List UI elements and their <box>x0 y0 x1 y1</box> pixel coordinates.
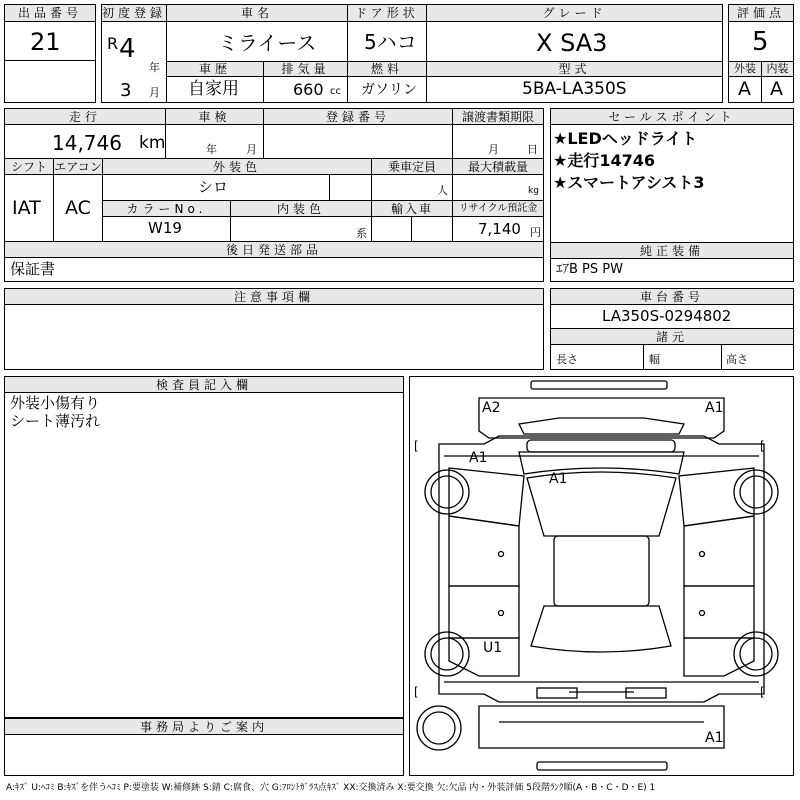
length-label: 長さ <box>556 353 578 366</box>
header-door-type: ドア形状 <box>347 4 427 22</box>
bracket-left-top: [ <box>414 439 419 453</box>
mileage-value: 14,746 <box>52 131 122 155</box>
header-score: 評価点 <box>728 4 794 22</box>
transfer-month-unit: 月 <box>488 143 499 156</box>
int-color-unit: 系 <box>356 227 367 240</box>
chassis-no-value: LA350S-0294802 <box>602 307 732 325</box>
color-no-value: W19 <box>148 219 182 237</box>
mileage-unit: km <box>139 133 166 153</box>
inspector-note-2: シート薄汚れ <box>10 412 101 430</box>
header-model-code: 型式 <box>426 61 723 77</box>
int-color-cell <box>230 216 372 242</box>
width-label: 幅 <box>649 353 660 366</box>
displacement-unit: cc <box>330 86 341 97</box>
later-parts-value: 保証書 <box>10 260 56 278</box>
header-mileage: 走行 <box>4 108 166 125</box>
bracket-right-bottom: [ <box>760 685 765 699</box>
header-fuel: 燃料 <box>347 61 427 77</box>
header-displacement: 排気量 <box>263 61 348 77</box>
office-cell <box>4 734 404 776</box>
first-reg-year-unit: 年 <box>149 61 160 74</box>
header-car-name: 車名 <box>166 4 348 22</box>
header-aircon: エアコン <box>54 160 102 174</box>
header-grade: グレード <box>426 4 723 22</box>
model-code-value: 5BA-LA350S <box>522 79 627 99</box>
first-reg-era: R <box>107 34 119 53</box>
inspection-month-unit: 月 <box>246 143 257 156</box>
header-chassis-no: 車台番号 <box>550 288 794 305</box>
legend: A:ｷｽﾞ U:ﾍｺﾐ B:ｷｽﾞを伴うﾍｺﾐ P:要塗装 W:補修跡 S:錆 C:腐食、穴 G:ﾌﾛﾝﾄｶﾞﾗｽ点ｷｽﾞ XX:交換済み X:要交換 欠:欠品 内・外装評価 5段階ﾗﾝｸ順(A・B・C・D・E) 1 <box>6 783 656 793</box>
first-reg-month-unit: 月 <box>149 86 160 99</box>
fuel-value: ガソリン <box>361 82 417 98</box>
first-reg-year: 4 <box>119 34 136 64</box>
header-transfer-deadline: 譲渡書類期限 <box>452 108 544 125</box>
header-ext-color: 外装色 <box>102 158 372 175</box>
history-value: 自家用 <box>188 79 239 99</box>
header-inspector: 検査員記入欄 <box>4 376 404 393</box>
genuine-equipment-value: ｴｱB PS PW <box>556 262 623 277</box>
header-exterior-grade: 外装 <box>728 61 762 77</box>
sales-point-1: ★LEDヘッドライト <box>553 129 698 148</box>
inspector-note-1: 外装小傷有り <box>10 394 101 412</box>
later-parts-cell <box>4 257 544 282</box>
import-cell-2 <box>411 216 453 242</box>
header-lot-no: 出品番号 <box>4 4 96 22</box>
exterior-grade-value: A <box>738 78 751 100</box>
header-int-color: 内装色 <box>230 200 372 217</box>
header-genuine-equipment: 純正装備 <box>550 242 794 259</box>
door-type-value: 5ハコ <box>364 30 417 54</box>
header-interior-grade: 内装 <box>761 61 794 77</box>
grade-value: X SA3 <box>536 29 608 57</box>
damage-rear: A1 <box>705 730 724 746</box>
import-cell <box>371 216 412 242</box>
header-inspection: 車検 <box>165 108 264 125</box>
header-import: 輸入車 <box>371 200 453 217</box>
header-later-parts: 後日発送部品 <box>4 241 544 258</box>
aircon-value: AC <box>65 197 91 219</box>
header-notes: 注意事項欄 <box>4 288 544 305</box>
header-history: 車歴 <box>166 61 264 77</box>
header-shift: シフト <box>4 158 54 175</box>
lot-no-blank <box>4 60 96 103</box>
header-dimensions: 諸元 <box>550 328 794 345</box>
damage-left-rear: U1 <box>483 640 503 656</box>
header-color-no: カラーNo. <box>102 200 231 217</box>
header-max-load: 最大積載量 <box>452 158 544 175</box>
damage-front-right: A1 <box>705 400 724 416</box>
header-plate-no: 登録番号 <box>263 108 453 125</box>
notes-cell <box>4 304 544 370</box>
displacement-value: 660 <box>293 80 324 99</box>
shift-value: IAT <box>12 197 41 219</box>
ext-color-extra <box>329 174 372 201</box>
score-value: 5 <box>752 27 769 57</box>
first-reg-month: 3 <box>120 80 132 101</box>
interior-grade-value: A <box>770 78 783 100</box>
car-name-value: ミライース <box>218 31 317 55</box>
header-capacity: 乗車定員 <box>371 158 453 175</box>
damage-front-left: A2 <box>482 400 501 416</box>
car-diagram <box>409 376 794 776</box>
header-recycle: リサイクル預託金 <box>452 200 544 217</box>
sales-point-3: ★スマートアシスト3 <box>553 173 705 192</box>
max-load-unit: kg <box>528 186 539 196</box>
inspection-year-unit: 年 <box>206 143 217 156</box>
recycle-unit: 円 <box>530 226 541 239</box>
plate-no-cell <box>263 124 453 159</box>
header-office: 事務局よりご案内 <box>4 718 404 735</box>
bracket-left-bottom: [ <box>414 685 419 699</box>
damage-hood: A1 <box>549 471 568 487</box>
lot-no-value: 21 <box>30 28 61 56</box>
inspector-cell <box>4 392 404 718</box>
height-label: 高さ <box>726 353 748 366</box>
ext-color-value: シロ <box>198 178 229 196</box>
capacity-unit: 人 <box>437 184 448 197</box>
transfer-day-unit: 日 <box>527 143 538 156</box>
bracket-right-top: [ <box>760 439 765 453</box>
header-first-reg: 初度登録 <box>102 6 167 20</box>
sales-point-2: ★走行14746 <box>553 151 656 170</box>
damage-left-front-fender: A1 <box>469 450 488 466</box>
header-sales-points: セールスポイント <box>550 108 794 125</box>
recycle-value: 7,140 <box>478 220 521 238</box>
